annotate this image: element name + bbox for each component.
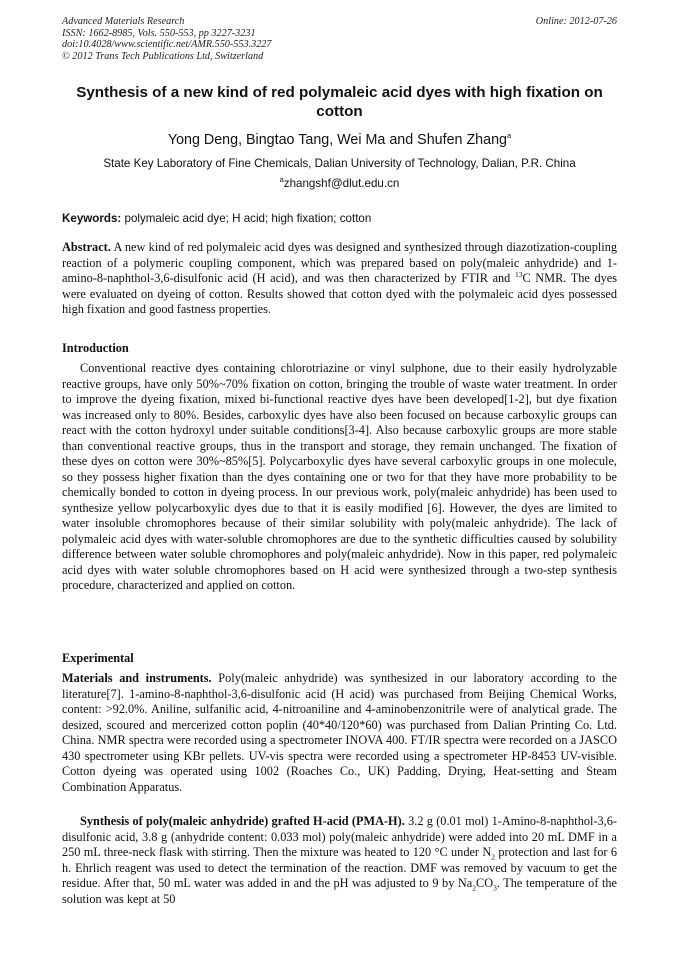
abstract-text-2: C NMR. The dyes were evaluated on dyeing of cotton. Results showed that cotton dyed with the polymaleic acid dyes possessed high fixation and good fastness properties. [62,271,617,316]
materials-text: Poly(maleic anhydride) was synthesized in our laboratory according to the literature[7]. 1-amino-8-naphthol-3,6-disulfonic acid (H acid) was purchased from Beijing Chemical Works, content: >92.0%. Aniline, sulfanilic acid, 4-nitroaniline and 4-aminobenzonitrile were of analytical grade. The desized, scoured and mercerized cotton poplin (40*40/120*60) was purchased from Dalian Printing Co. Ltd. China. NMR spectra were recorded using a spectrometer INOVA 400. FT/IR spectra were recorded on a JASCO 430 spectrometer using KBr pellets. UV-vis spectra were recorded using a spectrometer HP-8453 UV-visible. Cotton dyeing was operated using 1002 (Roaches Co., UK) Padding, Drying, Heat-setting and Steam Combination Apparatus. [62,671,618,794]
issn-line: ISSN: 1662-8985, Vols. 550-553, pp 3227-3231 [62,27,256,39]
email-address: zhangshf@dlut.edu.cn [283,177,400,190]
paper-title: Synthesis of a new kind of red polymaleic acid dyes with high fixation on cotton [76,84,603,120]
introduction-paragraph: Conventional reactive dyes containing chlorotriazine or vinyl sulphone, due to their easily hydrolyzable reactive groups, have only 50%~70% fixation on cotton, bringing the trouble of waste water treatment. In order to improve the dyeing fixation, mixed bi-functional reactive dyes have been developed[1-2], but dye fixation was increased only to 80%. Besides, carboxylic dyes have also been focused on because carboxylic groups can react with the cotton hydroxyl under suitable conditions[3-4]. Also because carboxylic groups are more stable than conventional reactive groups, thus in the transport and storage, they remain unchanged. The fixation of these dyes on cotton were 30%~85%[5]. Polycarboxylic dyes have several carboxylic groups in one molecule, so they possess higher fixation than the dyes containing one or two for that they have more probability to be chemically bonded to cotton in dyeing process. In our previous work, poly(maleic anhydride) has been used to synthesize yellow polycarboxylic dyes due to that it is easily modified [6]. However, the dyes are limited to water insoluble chromophores because of their similar solubility with poly(maleic anhydride). The lack of polymaleic acid dyes with water-soluble chromophores are due to the synthetic difficulties caused by solubility difference between water soluble chromophores and poly(maleic anhydride). Now in this paper, red polymaleic acid dyes with water soluble chromophores based on H acid were synthesized through a two-step synthesis procedure, characterized and applied on cotton. [62,361,617,592]
synthesis-text-3: CO [476,876,494,890]
online-date: Online: 2012-07-26 [535,16,617,27]
abstract-label: Abstract. [62,240,111,254]
author-names: Yong Deng, Bingtao Tang, Wei Ma and Shufen Zhang [167,132,507,148]
synthesis-text-2: protection and last for 6 h. Ehrlich reagent was used to detect the termination of the reaction. DMF was removed by vacuum to get the residue. After that, 50 mL water was added in and the pH was adjusted to 9 by Na [62,845,617,890]
email-superscript: a [279,175,284,185]
introduction-body [62,361,617,594]
abstract-text-1: A new kind of red polymaleic acid dyes was designed and synthesized through diazotization-coupling reaction of a polymeric coupling component, which was prepared based on poly(maleic anhydride) and 1-amino-8-naphthol-3,6-disulfonic acid (H acid), and was then characterized by FTIR and [62,240,617,285]
experimental-heading: Experimental [62,651,134,665]
materials-label: Materials and instruments. [62,671,212,685]
author-superscript: a [506,131,512,141]
journal-name: Advanced Materials Research [62,16,185,27]
keywords-label: Keywords: [62,212,122,225]
introduction-heading: Introduction [62,341,129,355]
materials-section [62,671,617,795]
keywords [62,212,617,226]
synthesis-text-4: . The temperature of the solution was kept at 50 [62,876,617,906]
keywords-text: polymaleic acid dye; H acid; high fixation; cotton [121,212,372,225]
synthesis-label: Synthesis of poly(maleic anhydride) grafted H-acid (PMA-H). [80,814,405,828]
subscript-na2: 2 [472,883,476,893]
abstract-superscript: 13 [514,269,523,279]
synthesis-section [62,814,617,907]
abstract [62,240,617,318]
author-email [62,177,617,191]
subscript-n2: 2 [491,852,496,862]
synthesis-text-1: 3.2 g (0.01 mol) 1-Amino-8-naphthol-3,6-disulfonic acid, 3.8 g (anhydride content: 0.033 mol) poly(maleic anhydride) were added into 20 mL DMF in a 250 mL three-neck flask with stirring. Then the mixture was heated to 120 °C under N [62,814,617,859]
journal-header [62,16,617,62]
author-list [62,131,617,149]
affiliation: State Key Laboratory of Fine Chemicals, Dalian University of Technology, Dalian, P.R. China [103,157,576,170]
subscript-co3: 3 [493,883,497,893]
doi-line: doi:10.4028/www.scientific.net/AMR.550-553.3227 [62,39,272,51]
copyright-line: © 2012 Trans Tech Publications Ltd, Switzerland [62,50,264,62]
